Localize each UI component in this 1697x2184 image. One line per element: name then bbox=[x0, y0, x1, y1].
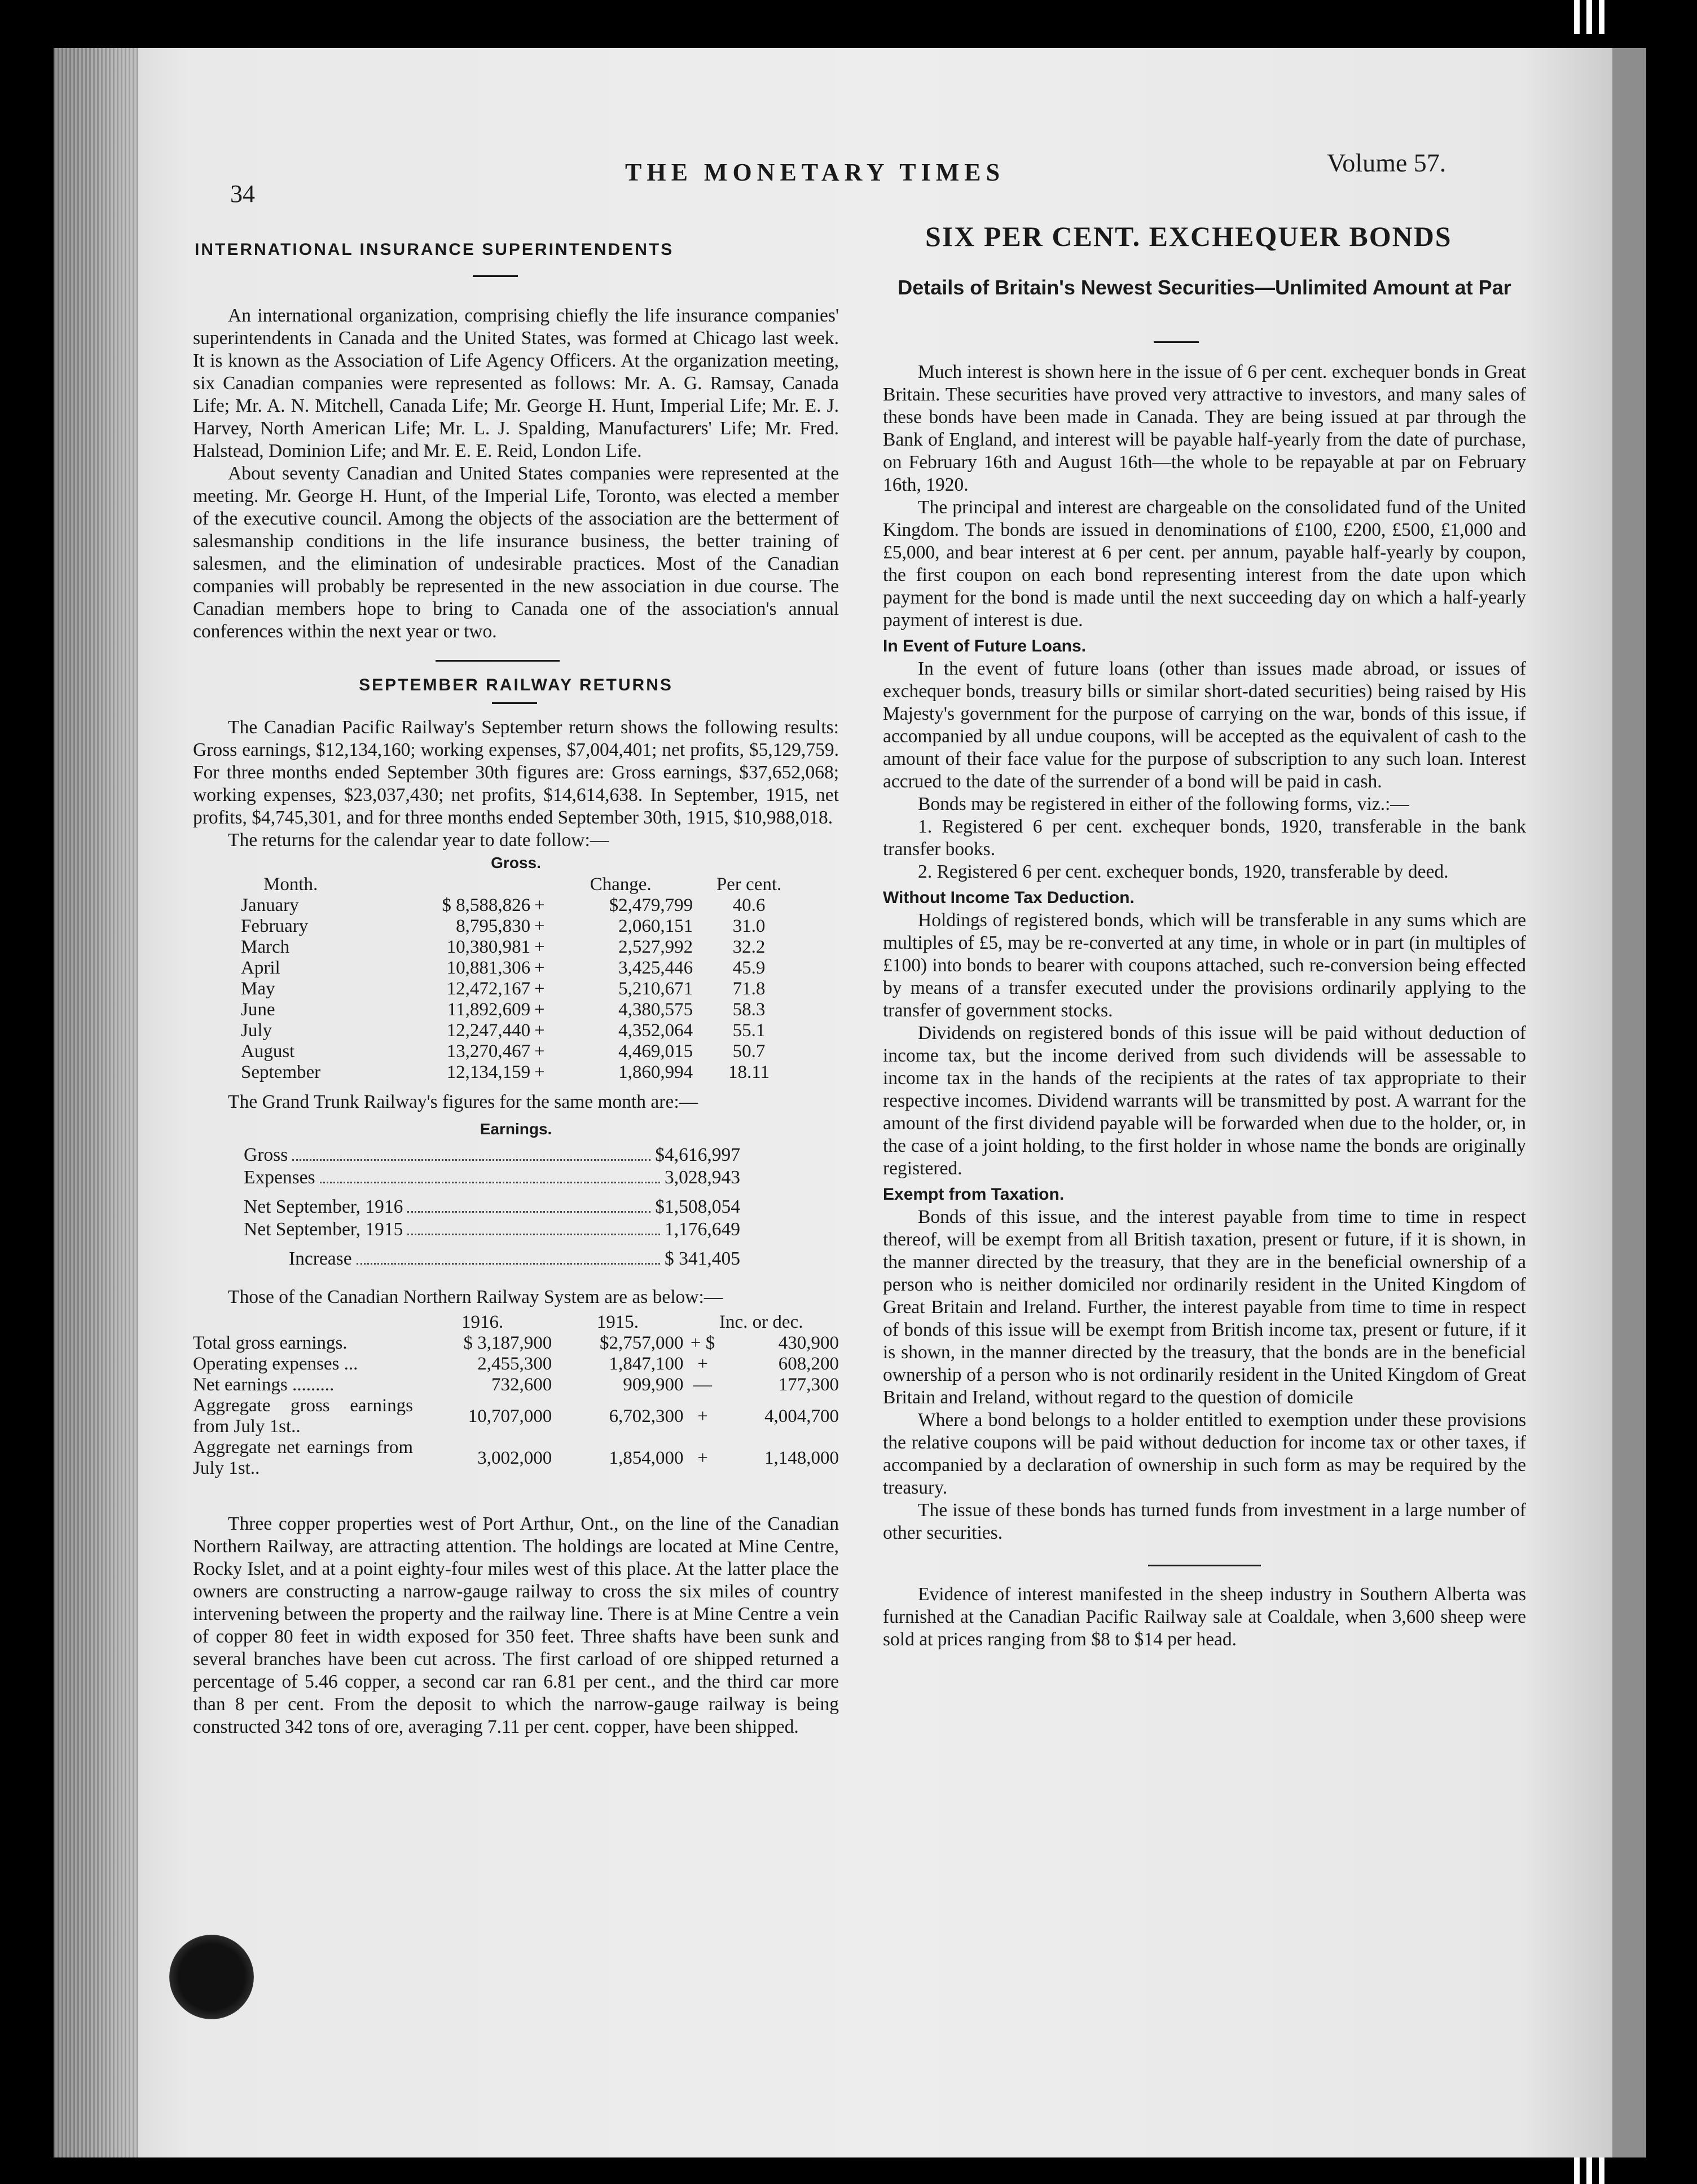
difference-cell: 608,200 bbox=[778, 1354, 839, 1374]
bonds-paragraph: In the event of future loans (other than issues made abroad, or issues of exchequer bonds, treasury bills or similar short-dated securities) being raised by His Majesty's government for the purpose of carrying on the war, bonds of this issue, if accompanied by all undue coupons, will be accepted as the equivalent of cash to the amount of their face value for the purpose of subscription to any such loan. Interest accrued to the date of the surrender of a bond will be paid in cash. bbox=[883, 658, 1526, 792]
table-header-row bbox=[241, 874, 805, 895]
change-cell: 3,425,446 bbox=[618, 958, 693, 978]
leader-dots bbox=[407, 1234, 660, 1235]
value-1916: 2,455,300 bbox=[477, 1354, 552, 1374]
sign-cell: + bbox=[534, 937, 545, 957]
bonds-paragraph: Dividends on registered bonds of this issue will be paid without deduction of income tax, but the income derived from such dividends will be assessable to income tax in the hands of the recipients at the rates of tax appropriate to their respective incomes. Dividend warrants will be transmitted by post. A warrant for the amount of the first dividend payable will be forwarded when due to the holder, or, in the case of a joint holding, to the first holder in whose name the bonds are originally registered. bbox=[883, 1023, 1526, 1179]
change-cell: 2,527,992 bbox=[618, 937, 693, 957]
table-row bbox=[241, 1020, 805, 1041]
table-row bbox=[241, 979, 805, 999]
leader-dots bbox=[320, 1182, 660, 1183]
table-row bbox=[241, 916, 805, 937]
value-1915: 1,854,000 bbox=[609, 1447, 684, 1468]
page-stack-edges bbox=[54, 48, 138, 2157]
bonds-paragraph: Bonds of this issue, and the interest payable from time to time in respect thereof, will be exempt from all British taxation, present or future, if it is shown, in the manner directed by the treasury, that they are in the beneficial ownership of a person who is neither domiciled nor ordinarily resident in the United Kingdom of Great Britain and Ireland. Further, the interest payable from time to time in respect of bonds of this issue will be exempt from British income tax, present or future, if it is shown, in the manner directed by the treasury, that the bonds are in the beneficial ownership of a person who is not ordinarily resident in the United Kingdom of Great Britain and Ireland, without regard to the question of domicile bbox=[883, 1207, 1526, 1408]
column-header: Inc. or dec. bbox=[719, 1312, 803, 1332]
page-number: 34 bbox=[230, 180, 255, 208]
bonds-paragraph: Holdings of registered bonds, which will be transferable in any sums which are multiples of £5, may be re-converted at any time, in whole or in part (in multiples of £100) into bonds to bearer with coupons attached, such re-conversion being effected by means of a transfer executed under the provisions ordinarily applying to the transfer of government stocks. bbox=[883, 910, 1526, 1021]
sign-cell: + bbox=[534, 1062, 545, 1082]
article-title: SIX PER CENT. EXCHEQUER BONDS bbox=[925, 221, 1452, 252]
sign-cell: + bbox=[697, 1406, 708, 1426]
subsection-heading: Without Income Tax Deduction. bbox=[883, 888, 1135, 907]
sign-cell: + $ bbox=[690, 1333, 715, 1353]
month-cell: April bbox=[241, 958, 280, 978]
column-header: Change. bbox=[590, 874, 652, 895]
leader-dots bbox=[292, 1159, 650, 1161]
copper-paragraph: Three copper properties west of Port Arthur, Ont., on the line of the Canadian Northern Railway, are attracting attention. The holdings are located at Mine Centre, Rocky Islet, and at a point eighty-four miles west of this place. At the latter place the owners are constructing a narrow-gauge railway to cross the six miles of country intervening between the property and the railway line. There is at Mine Centre a vein of copper 80 feet in width exposed for 350 feet. Three shafts have been sunk and several branches have been cut across. The first carload of ore shipped returned a percentage of 5.46 copper, a second car ran 6.81 per cent., and the third car more than 8 per cent. From the deposit to which the narrow-gauge railway is being constructed 342 tons of ore, averaging 7.11 per cent. copper, have been shipped. bbox=[193, 1513, 839, 1737]
row-label: Aggregate gross earnings from July 1st.. bbox=[193, 1395, 413, 1437]
bonds-paragraph: Much interest is shown here in the issue of 6 per cent. exchequer bonds in Great Britain. These securities have proved very attractive to investors, and many sales of these bonds have been made in Canada. They are being issued at par through the Bank of England, and interest will be payable half-yearly from the date of purchase, on February 16th and August 16th—the whole to be repayable at par on February 16th, 1920. bbox=[883, 362, 1526, 495]
railway-paragraph: The returns for the calendar year to date follow:— bbox=[228, 830, 609, 851]
gross-cell: 12,247,440 bbox=[446, 1020, 531, 1041]
change-cell: 4,469,015 bbox=[618, 1041, 693, 1062]
earnings-label: Net September, 1915 bbox=[244, 1219, 403, 1240]
publication-title: THE MONETARY TIMES bbox=[625, 158, 1005, 186]
table-caption: Earnings. bbox=[480, 1120, 552, 1138]
percent-cell: 18.11 bbox=[728, 1062, 770, 1082]
bonds-list-item: 1. Registered 6 per cent. exchequer bonds, 1920, transferable in the bank transfer books. bbox=[883, 816, 1526, 860]
sign-cell: + bbox=[534, 895, 545, 915]
subsection-heading: Exempt from Taxation. bbox=[883, 1185, 1065, 1204]
sign-cell: + bbox=[534, 1020, 545, 1041]
column-header: Per cent. bbox=[716, 874, 782, 895]
right-column bbox=[883, 361, 1526, 1651]
sign-cell: + bbox=[697, 1354, 708, 1374]
gtr-earnings bbox=[244, 1144, 740, 1270]
insurance-paragraph: An international organization, comprising chiefly the life insurance companies' superintendents in Canada and the United States, was formed at Chicago last week. It is known as the Association of Life Agency Officers. At the organization meeting, six Canadian companies were represented as follows: Mr. A. G. Ramsay, Canada Life; Mr. A. N. Mitchell, Canada Life; Mr. George H. Hunt, Imperial Life; Mr. E. J. Harvey, North American Life; Mr. L. J. Spalding, Manufacturers' Life; Mr. Fred. Halstead, Dominion Life; and Mr. E. E. Reid, London Life. bbox=[193, 305, 839, 461]
sign-cell: + bbox=[534, 958, 545, 978]
column-header bbox=[378, 874, 530, 895]
table-header-row bbox=[193, 1312, 839, 1333]
earnings-line bbox=[244, 1166, 740, 1189]
month-cell: January bbox=[241, 895, 299, 915]
change-cell: 5,210,671 bbox=[618, 979, 693, 999]
month-cell: July bbox=[241, 1020, 272, 1041]
percent-cell: 50.7 bbox=[732, 1041, 766, 1062]
row-label: Net earnings ......... bbox=[193, 1375, 335, 1395]
railway-paragraph: Those of the Canadian Northern Railway System are as below:— bbox=[228, 1287, 723, 1307]
gross-cell: 10,881,306 bbox=[446, 958, 531, 978]
gross-cell: 12,472,167 bbox=[446, 979, 531, 999]
section-divider bbox=[436, 660, 560, 662]
heading-rule bbox=[492, 702, 537, 704]
earnings-label: Net September, 1916 bbox=[244, 1196, 403, 1217]
difference-cell: 1,148,000 bbox=[764, 1447, 839, 1468]
value-1915: $2,757,000 bbox=[599, 1333, 684, 1353]
value-1916: 3,002,000 bbox=[477, 1447, 552, 1468]
earnings-line bbox=[244, 1248, 740, 1270]
table-row bbox=[193, 1354, 839, 1375]
heading-rule bbox=[1154, 341, 1199, 343]
column-header: 1916. bbox=[461, 1312, 504, 1332]
subsection-heading: In Event of Future Loans. bbox=[883, 637, 1087, 655]
earnings-value: 1,176,649 bbox=[665, 1219, 740, 1240]
railway-paragraph: The Canadian Pacific Railway's September return shows the following results: Gross earnings, $12,134,160; working expenses, $7,004,401; net profits, $5,129,759. For three months ended September 30th figures are: Gross earnings, $37,652,068; working expenses, $23,037,430; net profits, $14,614,638. In September, 1915, net profits, $4,745,301, and for three months ended September 30th, 1915, $10,988,018. bbox=[193, 717, 839, 828]
month-cell: June bbox=[241, 999, 275, 1020]
row-label: Aggregate net earnings from July 1st.. bbox=[193, 1437, 413, 1478]
gross-cell: 10,380,981 bbox=[446, 937, 531, 957]
percent-cell: 40.6 bbox=[732, 895, 766, 915]
value-1915: 1,847,100 bbox=[609, 1354, 684, 1374]
table-row bbox=[241, 937, 805, 958]
row-label: Total gross earnings. bbox=[193, 1333, 348, 1353]
earnings-value: $ 341,405 bbox=[665, 1248, 740, 1269]
gross-cell: 13,270,467 bbox=[446, 1041, 531, 1062]
table-caption: Gross. bbox=[491, 854, 541, 871]
sign-cell: — bbox=[693, 1375, 713, 1395]
table-row bbox=[193, 1333, 839, 1354]
cnr-earnings-table bbox=[193, 1312, 839, 1479]
leader-dots bbox=[407, 1211, 650, 1213]
value-1916: 10,707,000 bbox=[468, 1406, 552, 1426]
percent-cell: 71.8 bbox=[732, 979, 766, 999]
insurance-paragraph: About seventy Canadian and United States companies were represented at the meeting. Mr. George H. Hunt, of the Imperial Life, Toronto, was elected a member of the executive council. Among the objects of the association are the betterment of salesmanship conditions in the life insurance business, the better training of salesmen, and the elimination of undesirable practices. Most of the Canadian companies will probably be represented in the new association in due course. The Canadian members hope to bring to Canada one of the association's annual conferences within the next year or two. bbox=[193, 463, 839, 642]
earnings-line bbox=[244, 1218, 740, 1241]
change-cell: $2,479,799 bbox=[609, 895, 693, 915]
section-divider bbox=[1148, 1565, 1261, 1566]
value-1916: 732,600 bbox=[491, 1375, 552, 1395]
bonds-paragraph: Bonds may be registered in either of the following forms, viz.:— bbox=[918, 794, 1409, 814]
insurance-heading: INTERNATIONAL INSURANCE SUPERINTENDENTS bbox=[195, 240, 674, 259]
sign-cell: + bbox=[534, 999, 545, 1020]
table-row bbox=[241, 895, 805, 916]
change-cell: 4,352,064 bbox=[618, 1020, 693, 1041]
film-edge-marks bbox=[1574, 0, 1608, 34]
earnings-label: Increase bbox=[289, 1248, 352, 1269]
table-row bbox=[193, 1375, 839, 1395]
earnings-label: Gross bbox=[244, 1144, 288, 1165]
column-header bbox=[193, 1312, 413, 1333]
railway-paragraph: The Grand Trunk Railway's figures for the same month are:— bbox=[228, 1091, 698, 1112]
difference-cell: 430,900 bbox=[778, 1333, 839, 1353]
bonds-list-item: 2. Registered 6 per cent. exchequer bonds, 1920, transferable by deed. bbox=[918, 861, 1449, 882]
earnings-label: Expenses bbox=[244, 1167, 315, 1188]
sign-cell: + bbox=[534, 1041, 545, 1062]
earnings-line bbox=[244, 1144, 740, 1166]
gross-cell: 8,795,830 bbox=[456, 916, 531, 936]
month-cell: March bbox=[241, 937, 290, 957]
percent-cell: 45.9 bbox=[732, 958, 766, 978]
difference-cell: 177,300 bbox=[778, 1375, 839, 1395]
left-column bbox=[193, 305, 839, 1738]
percent-cell: 58.3 bbox=[732, 999, 766, 1020]
value-1915: 6,702,300 bbox=[609, 1406, 684, 1426]
table-row bbox=[193, 1395, 839, 1437]
change-cell: 4,380,575 bbox=[618, 999, 693, 1020]
percent-cell: 32.2 bbox=[732, 937, 766, 957]
volume-label: Volume 57. bbox=[1327, 148, 1447, 177]
sign-cell: + bbox=[534, 979, 545, 999]
month-cell: August bbox=[241, 1041, 295, 1062]
sign-cell: + bbox=[534, 916, 545, 936]
month-cell: May bbox=[241, 979, 275, 999]
month-cell: February bbox=[241, 916, 309, 936]
column-header: 1915. bbox=[596, 1312, 639, 1332]
value-1915: 909,900 bbox=[623, 1375, 684, 1395]
bonds-paragraph: Where a bond belongs to a holder entitled to exemption under these provisions the relative coupons will be paid without deduction for income tax or other taxes, if accompanied by a declaration of ownership in such form as may be required by the treasury. bbox=[883, 1410, 1526, 1498]
table-row bbox=[193, 1437, 839, 1479]
value-1916: $ 3,187,900 bbox=[463, 1333, 552, 1353]
table-row bbox=[241, 999, 805, 1020]
next-page-edge bbox=[1612, 48, 1646, 2157]
railway-heading: SEPTEMBER RAILWAY RETURNS bbox=[359, 676, 673, 694]
month-cell: September bbox=[241, 1062, 321, 1082]
gross-cell: 12,134,159 bbox=[446, 1062, 531, 1082]
earnings-value: 3,028,943 bbox=[665, 1167, 740, 1188]
percent-cell: 55.1 bbox=[732, 1020, 766, 1041]
bonds-paragraph: The principal and interest are chargeable on the consolidated fund of the United Kingdom. The bonds are issued in denominations of £100, £200, £500, £1,000 and £5,000, and bear interest at 6 per cent. per annum, payable half-yearly by coupon, the first coupon on each bond representing interest from the date upon which payment for the bond is made until the next succeeding day on which a half-yearly payment of interest is due. bbox=[883, 497, 1526, 631]
sheep-paragraph: Evidence of interest manifested in the sheep industry in Southern Alberta was furnished at the Canadian Pacific Railway sale at Coaldale, when 3,600 sheep were sold at prices ranging from $8 to $14 per head. bbox=[883, 1584, 1526, 1650]
table-row bbox=[241, 1041, 805, 1062]
row-label: Operating expenses ... bbox=[193, 1354, 358, 1374]
table-row bbox=[241, 958, 805, 979]
leader-dots bbox=[357, 1263, 660, 1265]
table-row bbox=[241, 1062, 805, 1083]
cpr-returns-table bbox=[241, 874, 805, 1083]
gross-cell: $ 8,588,826 bbox=[442, 895, 531, 915]
percent-cell: 31.0 bbox=[732, 916, 766, 936]
earnings-value: $1,508,054 bbox=[655, 1196, 740, 1217]
change-cell: 2,060,151 bbox=[618, 916, 693, 936]
article-subtitle: Details of Britain's Newest Securities—Unlimited Amount at Par bbox=[898, 276, 1511, 299]
earnings-value: $4,616,997 bbox=[655, 1144, 740, 1165]
heading-rule bbox=[473, 275, 518, 277]
difference-cell: 4,004,700 bbox=[764, 1406, 839, 1426]
gross-cell: 11,892,609 bbox=[447, 999, 531, 1020]
sign-cell: + bbox=[697, 1447, 708, 1468]
punch-hole bbox=[169, 1935, 254, 2019]
change-cell: 1,860,994 bbox=[618, 1062, 693, 1082]
column-header: Month. bbox=[263, 874, 318, 895]
earnings-line bbox=[244, 1196, 740, 1218]
bonds-paragraph: The issue of these bonds has turned funds from investment in a large number of other securities. bbox=[883, 1500, 1526, 1543]
